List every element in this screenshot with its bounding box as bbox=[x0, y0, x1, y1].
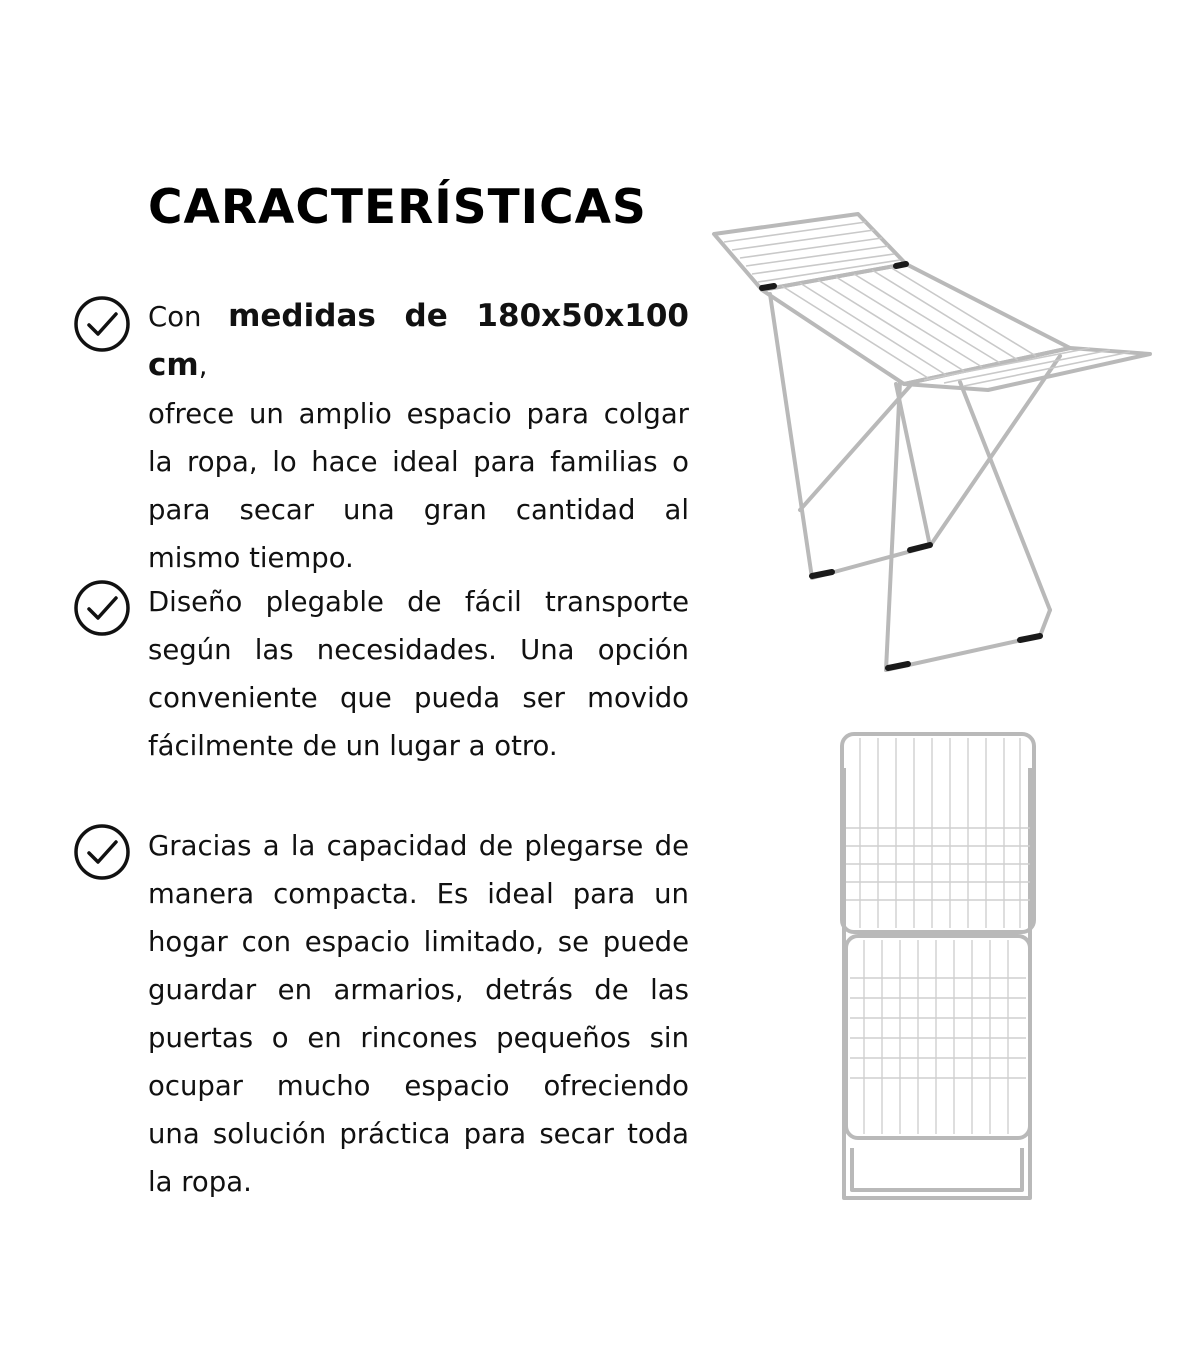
feature-line: Diseño plegable de fácil transporte bbox=[148, 586, 689, 618]
feature-text bbox=[148, 578, 689, 770]
feature-line bbox=[148, 292, 689, 390]
feature-text bbox=[148, 822, 689, 1206]
feature-line: una solución práctica para secar toda bbox=[148, 1118, 689, 1150]
check-circle-icon bbox=[72, 578, 132, 638]
feature-line: ocupar mucho espacio ofreciendo bbox=[148, 1070, 689, 1102]
drying-rack-folded-illustration bbox=[820, 728, 1056, 1208]
feature-text bbox=[148, 292, 689, 582]
page-title: CARACTERÍSTICAS bbox=[148, 180, 647, 235]
feature-line: mismo tiempo. bbox=[148, 542, 354, 574]
drying-rack-open-illustration bbox=[700, 200, 1180, 690]
check-circle-icon bbox=[72, 822, 132, 882]
feature-line: Gracias a la capacidad de plegarse de bbox=[148, 830, 689, 862]
feature-line: la ropa. bbox=[148, 1166, 252, 1198]
feature-line: conveniente que pueda ser movido bbox=[148, 682, 689, 714]
feature-line-prefix: Con bbox=[148, 301, 229, 333]
feature-line: fácilmente de un lugar a otro. bbox=[148, 730, 558, 762]
feature-line: guardar en armarios, detrás de las bbox=[148, 974, 689, 1006]
feature-highlight: medidas de 180x50x100 cm bbox=[148, 298, 689, 383]
check-circle-icon bbox=[72, 292, 132, 352]
feature-line: la ropa, lo hace ideal para familias o bbox=[148, 446, 689, 478]
feature-line: para secar una gran cantidad al bbox=[148, 494, 689, 526]
feature-line: manera compacta. Es ideal para un bbox=[148, 878, 689, 910]
feature-line: hogar con espacio limitado, se puede bbox=[148, 926, 689, 958]
feature-line: según las necesidades. Una opción bbox=[148, 634, 689, 666]
feature-line-suffix: , bbox=[198, 350, 208, 382]
feature-line: ofrece un amplio espacio para colgar bbox=[148, 398, 689, 430]
feature-line: puertas o en rincones pequeños sin bbox=[148, 1022, 689, 1054]
